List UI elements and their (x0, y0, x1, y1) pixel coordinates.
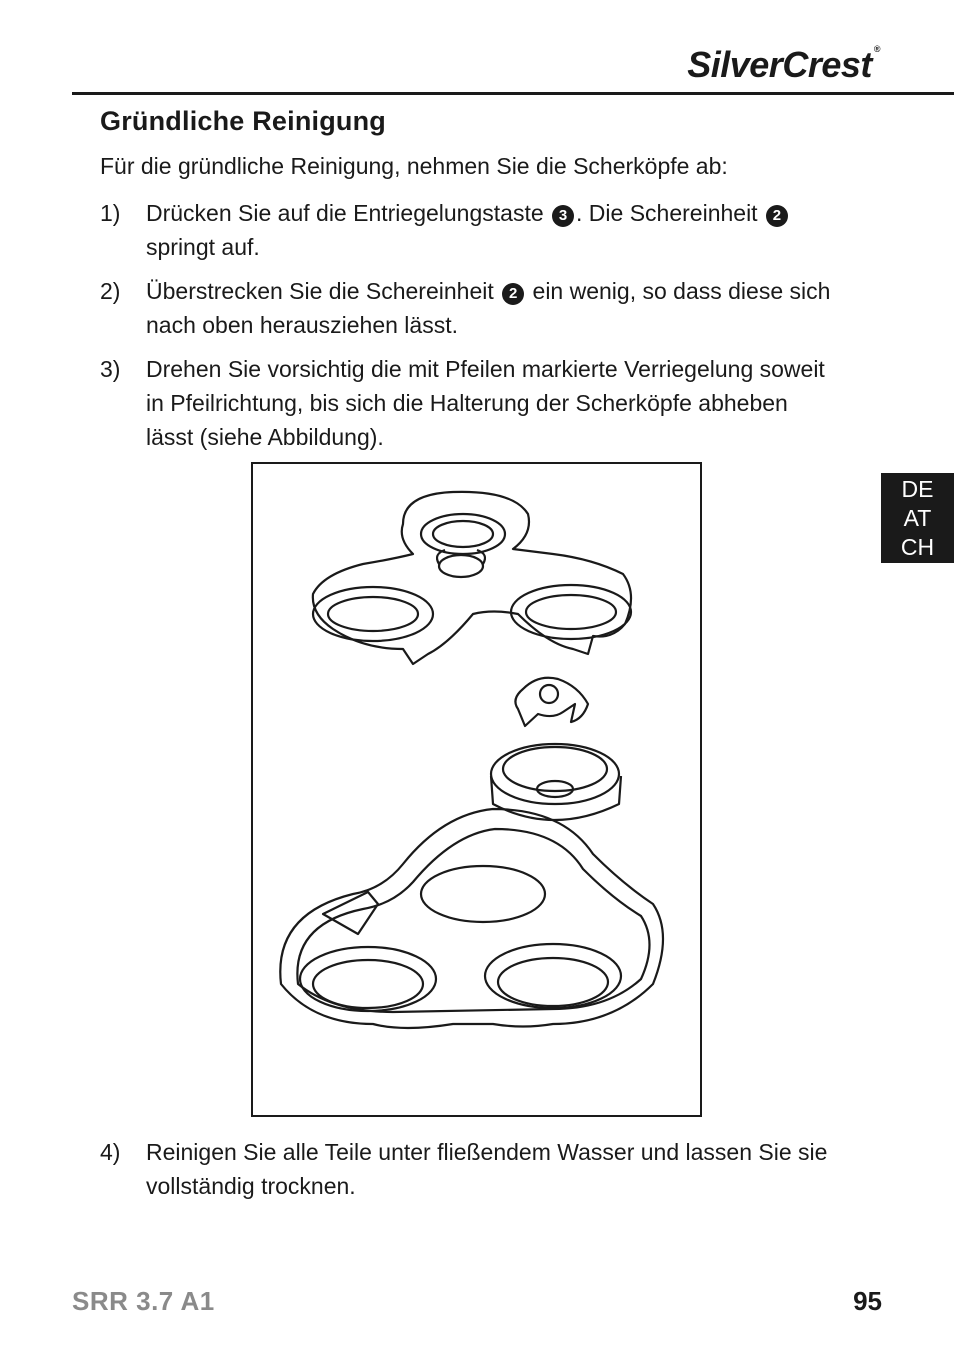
ref-badge: 2 (502, 283, 524, 305)
shaving-head (491, 744, 621, 820)
shaver-base-frame (280, 809, 663, 1028)
model-number: SRR 3.7 A1 (72, 1286, 215, 1316)
shaver-disassembly-illustration (251, 462, 702, 1117)
shaver-head-holder (313, 492, 631, 664)
step-3: 3) Drehen Sie vorsichtig die mit Pfeilen markierte Verriegelung soweit in Pfeilrichtung, bis sich die Halterung der Scherköpfe abheben lässt (siehe Abbildung). (100, 356, 825, 450)
steps-list (100, 196, 840, 464)
language-tab: DE AT CH (881, 473, 954, 563)
locking-clip (515, 678, 588, 726)
step-1: 1) Drücken Sie auf die Entriegelungstaste 3 . Die Schereinheit 2 springt auf. (100, 196, 840, 264)
page-number: 95 (853, 1286, 882, 1316)
step-4: 4) Reinigen Sie alle Teile unter fließendem Wasser und lassen Sie sie vollständig trocknen. (100, 1139, 828, 1199)
section-intro: Für die gründliche Reinigung, nehmen Sie die Scherköpfe ab: (100, 153, 728, 179)
steps-list-continued (100, 1135, 840, 1203)
brand-logo: SilverCrest ® (687, 44, 880, 85)
step-2: 2) Überstrecken Sie die Schereinheit 2 ein wenig, so dass diese sich nach oben herausziehen lässt. (100, 278, 831, 338)
ref-badge: 3 (552, 205, 574, 227)
ref-badge: 2 (766, 205, 788, 227)
section-title: Gründliche Reinigung (100, 106, 386, 136)
header-rule (72, 92, 954, 95)
